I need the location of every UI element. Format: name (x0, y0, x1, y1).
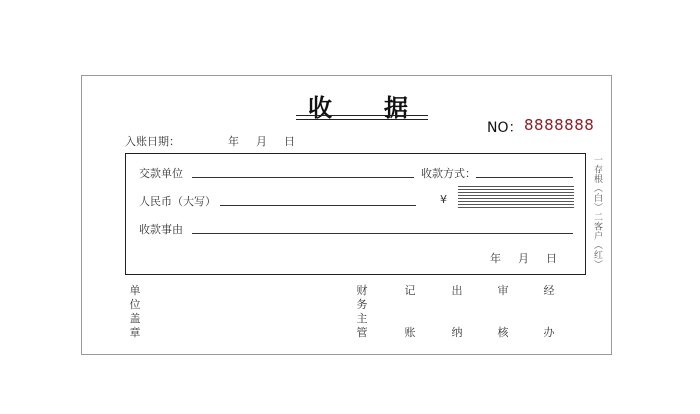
amount-number-field[interactable] (458, 186, 574, 210)
amount-words-label: 人民币（大写） (139, 195, 216, 208)
finance-supervisor-label: 财 务 主 管 (356, 284, 368, 339)
receipt-number-value: 8888888 (524, 116, 595, 134)
payer-field[interactable] (192, 177, 414, 178)
amount-words-field[interactable] (220, 205, 416, 206)
reason-label: 收款事由 (139, 223, 183, 236)
title-char-1: 收 (308, 93, 334, 122)
handler-label: 经 办 (543, 284, 555, 339)
reviewer-label: 审 核 (497, 284, 509, 339)
title-underline-thick (296, 115, 428, 116)
inner-date-year: 年 (490, 252, 501, 265)
inner-date-day: 日 (546, 252, 557, 265)
receipt-body-box (125, 153, 586, 275)
title-char-2: 据 (384, 93, 410, 122)
inner-date-month: 月 (518, 252, 529, 265)
receipt-number-label: NO： (487, 120, 523, 136)
unit-seal-label: 单 位 盖 章 (129, 284, 141, 339)
reason-field[interactable] (192, 233, 573, 234)
entry-date-year: 年 (228, 135, 239, 148)
receipt-title (300, 88, 430, 122)
copy-note: 一存根（白）二客户（红） (592, 155, 602, 269)
payment-method-field[interactable] (476, 177, 573, 178)
payer-label: 交款单位 (139, 167, 183, 180)
cashier-label: 出 纳 (451, 284, 463, 339)
entry-date-label: 入账日期： (125, 135, 180, 148)
entry-date-day: 日 (284, 135, 295, 148)
bookkeeper-label: 记 账 (404, 284, 416, 339)
entry-date-month: 月 (256, 135, 267, 148)
currency-symbol: ¥ (440, 193, 447, 206)
title-underline-thin (296, 119, 428, 120)
payment-method-label: 收款方式： (421, 167, 476, 180)
